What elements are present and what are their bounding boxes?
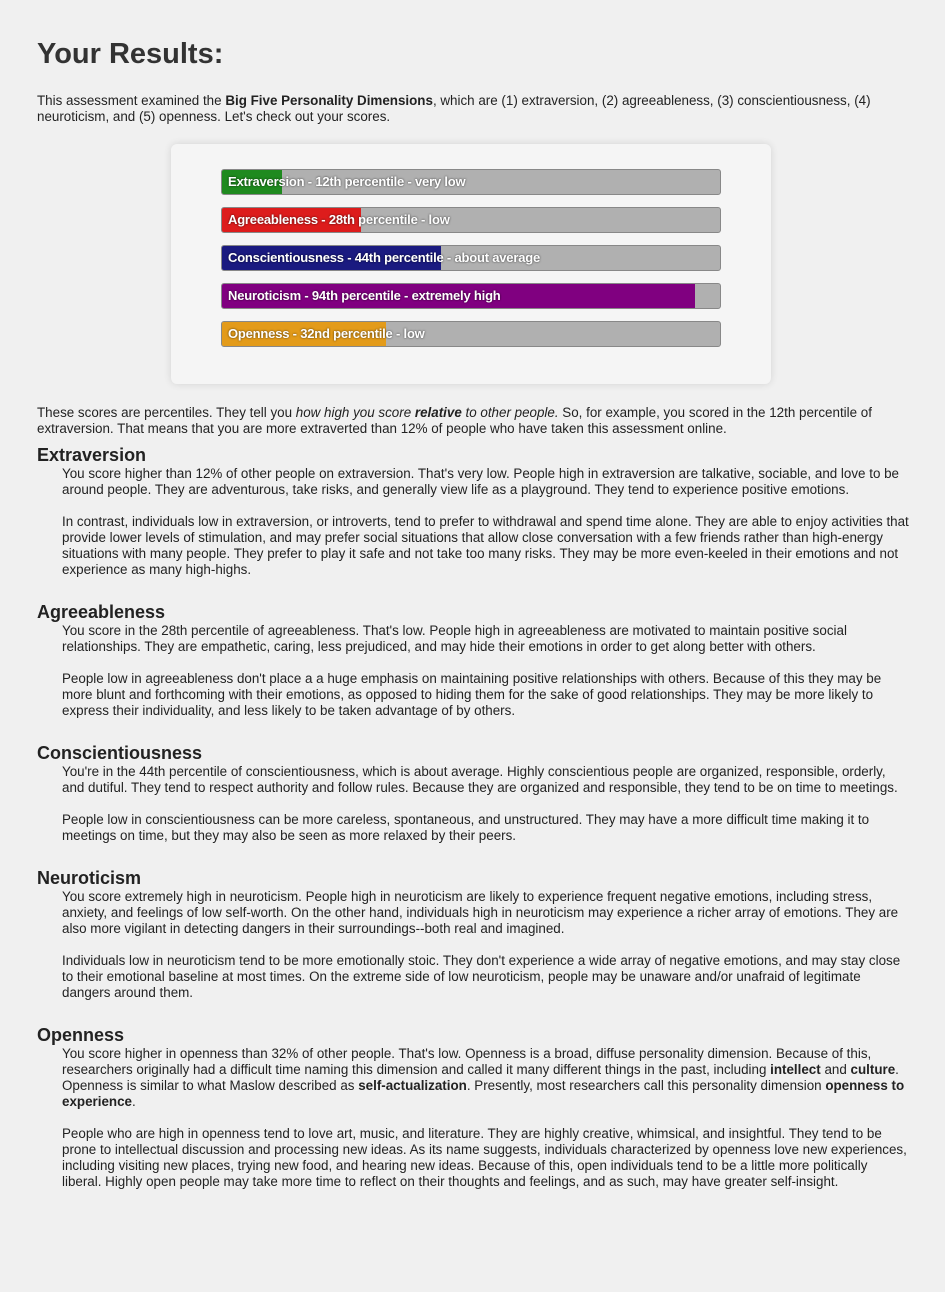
extraversion-heading: Extraversion: [37, 445, 147, 465]
conscientiousness-heading: Conscientiousness: [37, 743, 203, 763]
openness-bar: [221, 321, 721, 347]
conscientiousness-bar: [221, 245, 721, 271]
agreeableness-section: [37, 602, 909, 719]
agreeableness-paragraph-2: People low in agreeableness don't place a a huge emphasis on maintaining positive relationships with others. Because of this they may be more blunt and forthcoming with their emotions, as opposed to hiding them for the sake of good relationships. They may be more likely to express their individuality, and less likely to be taken advantage of by others.: [62, 671, 882, 718]
openness-bar-label: Openness - 32nd percentile - low: [228, 326, 425, 341]
neuroticism-heading: Neuroticism: [37, 868, 142, 888]
extraversion-paragraph-2: In contrast, individuals low in extraversion, or introverts, tend to prefer to withdrawal and spend time alone. They are able to enjoy activities that provide lower levels of stimulation, and may prefer social situations that allow close conversation with a few friends rather than high-energy situations with many people. They prefer to play it safe and not take too many risks. They may be more even-keeled in their emotions and not experience as many high-highs.: [62, 514, 909, 577]
percentile-italic-text-end: to other people.: [461, 405, 559, 420]
conscientiousness-bar-label: Conscientiousness - 44th percentile - about average: [228, 250, 541, 265]
openness-term-self-actualization: self-actualization: [358, 1078, 467, 1093]
openness-text: You score higher in openness than 32% of other people. That's low. Openness is a broad, diffuse personality dimension. Because of this, researchers originally had a difficult time naming this dimension and called it many different things in the past, including: [62, 1046, 872, 1077]
neuroticism-bar-label: Neuroticism - 94th percentile - extremely high: [228, 288, 501, 303]
neuroticism-bar: [221, 283, 721, 309]
extraversion-bar-label: Extraversion - 12th percentile - very low: [228, 174, 466, 189]
results-bar-card: [171, 144, 771, 384]
neuroticism-paragraph-1: You score extremely high in neuroticism. People high in neuroticism are likely to experience frequent negative emotions, including stress, anxiety, and feelings of low self-worth. On the other hand, individuals high in neuroticism may experience a richer array of emotions. They are also more vigilant in detecting dangers in their surroundings--both real and imagined.: [62, 889, 899, 936]
agreeableness-bar: [221, 207, 721, 233]
percentile-explanation: [37, 405, 909, 437]
agreeableness-bar-label: Agreeableness - 28th percentile - low: [228, 212, 450, 227]
openness-text: . Presently, most researchers call this personality dimension: [466, 1078, 826, 1093]
agreeableness-paragraph-1: You score in the 28th percentile of agreeableness. That's low. People high in agreeableness are motivated to maintain positive social relationships. They are empathetic, caring, less prejudiced, and may hide their emotions in order to get along better with others.: [62, 623, 847, 654]
intro-bold-text: Big Five Personality Dimensions: [225, 93, 433, 108]
percentile-text: These scores are percentiles. They tell you: [37, 405, 296, 420]
openness-text: and: [820, 1062, 851, 1077]
openness-section: [37, 1025, 909, 1190]
neuroticism-paragraph-2: Individuals low in neuroticism tend to be more emotionally stoic. They don't experience a wide array of negative emotions, and may stay close to their emotional baseline at most times. On the extreme side of low neuroticism, people may be unaware and/or unafraid of legitimate dangers around them.: [62, 953, 901, 1000]
percentile-bold-italic-text: relative: [414, 405, 462, 420]
intro-text-end: , which are (1) extraversion, (2) agreeableness, (3) conscientiousness, (4) neuroticism, and (5) openness. Let's check out your scores.: [37, 93, 871, 124]
percentile-text-end: So, for example, you scored in the 12th percentile of extraversion. That means that you are more extraverted than 12% of people who have taken this assessment online.: [37, 405, 872, 436]
conscientiousness-paragraph-1: You're in the 44th percentile of conscientiousness, which is about average. Highly conscientious people are organized, responsible, orderly, and dutiful. They tend to respect authority and follow rules. Because they are organized and responsible, they tend to be on time to meetings.: [62, 764, 898, 795]
openness-paragraph-1: [62, 1046, 909, 1110]
neuroticism-section: [37, 868, 909, 1001]
openness-term-intellect: intellect: [770, 1062, 821, 1077]
conscientiousness-section: [37, 743, 909, 844]
openness-text: .: [131, 1094, 136, 1109]
openness-term-culture: culture: [850, 1062, 896, 1077]
intro-text: This assessment examined the: [37, 93, 226, 108]
agreeableness-heading: Agreeableness: [37, 602, 166, 622]
extraversion-bar: [221, 169, 721, 195]
extraversion-section: [37, 445, 909, 578]
percentile-italic-text: how high you score: [295, 405, 415, 420]
conscientiousness-paragraph-2: People low in conscientiousness can be more careless, spontaneous, and unstructured. They may have a more difficult time making it to meetings on time, but they may also be seen as more relaxed by their peers.: [62, 812, 870, 843]
openness-paragraph-2: People who are high in openness tend to love art, music, and literature. They are highly creative, whimsical, and insightful. They tend to be prone to intellectual discussion and processing new ideas. As its name suggests, individuals characterized by openness love new experiences, including visiting new places, trying new food, and hearing new ideas. Because of this, open individuals tend to be a little more politically liberal. Highly open people may take more time to reflect on their thoughts and feelings, and as such, may have greater self-insight.: [62, 1126, 907, 1189]
openness-term-openness-to-experience: openness to experience: [62, 1078, 905, 1109]
openness-text: . Openness is similar to what Maslow described as: [62, 1062, 899, 1093]
openness-heading: Openness: [37, 1025, 125, 1045]
page-title: Your Results:: [37, 38, 224, 70]
intro-paragraph: [37, 93, 909, 125]
extraversion-paragraph-1: You score higher than 12% of other people on extraversion. That's very low. People high in extraversion are talkative, sociable, and love to be around people. They are adventurous, take risks, and generally view life as a playground. They tend to experience positive emotions.: [62, 466, 900, 497]
